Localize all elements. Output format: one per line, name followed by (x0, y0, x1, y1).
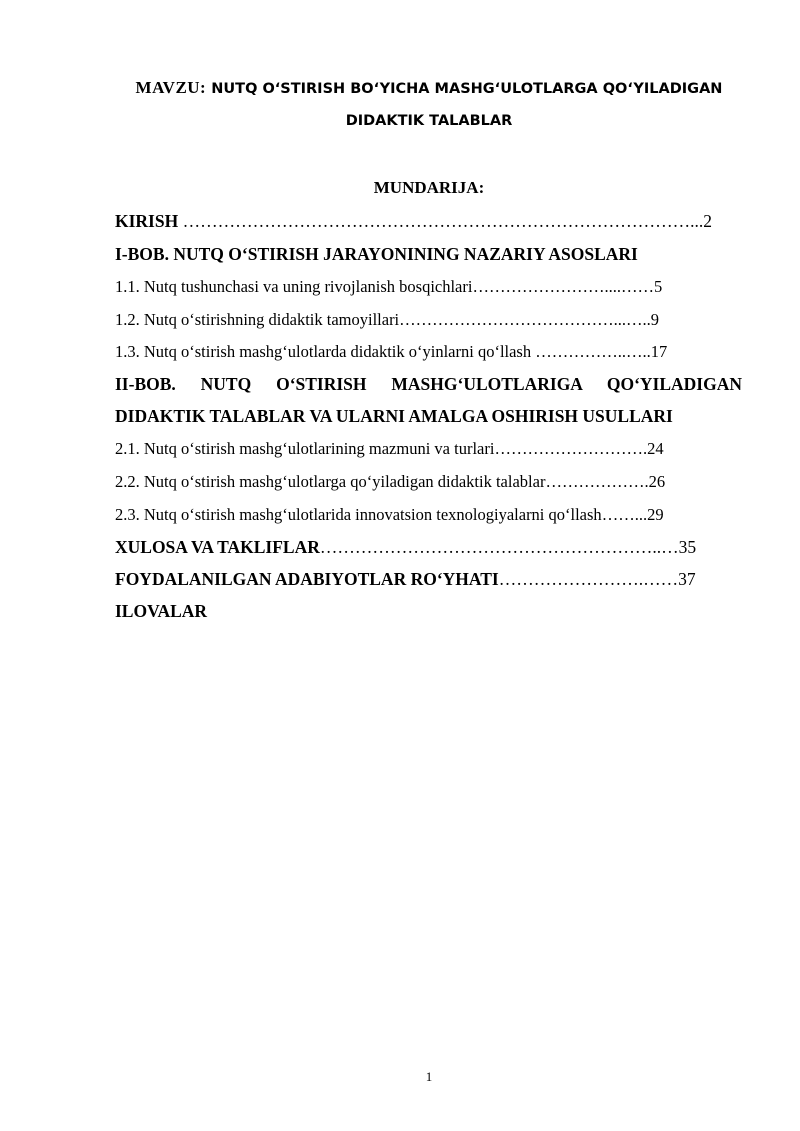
toc-leader-dots: ………………………. (494, 439, 648, 458)
toc-entry-references (115, 569, 742, 589)
document-title-line-1 (0, 78, 800, 98)
toc-page-number: 2 (703, 211, 712, 231)
toc-entry-label: 1.1. Nutq tushunchasi va uning rivojlanish bosqichlari (115, 277, 473, 296)
toc-page-number: 26 (648, 472, 666, 491)
title-prefix: MAVZU: (135, 78, 207, 97)
toc-leader-dots: …………………………………………………..… (319, 537, 679, 557)
toc-page-number: 9 (650, 310, 660, 329)
toc-chapter-2-line-1: II-BOB. NUTQ O‘STIRISH MASHG‘ULOTLARIGA QO‘YILADIGAN (115, 374, 742, 394)
toc-page-number: 29 (647, 505, 664, 524)
contents-heading: MUNDARIJA: (373, 178, 485, 197)
toc-page-number: 17 (650, 342, 668, 361)
toc-leader-dots: ……... (601, 505, 648, 524)
toc-entry-label: KIRISH (115, 211, 179, 231)
toc-page-number: 35 (678, 537, 697, 557)
toc-entry-1-3 (115, 342, 742, 362)
toc-entry-label: FOYDALANILGAN ADABIYOTLAR RO‘YHATI (115, 569, 499, 589)
toc-page-number: 37 (678, 569, 696, 589)
page-number: 1 (425, 1069, 433, 1084)
toc-entry-conclusion (115, 537, 742, 557)
toc-chapter-1: I-BOB. NUTQ O‘STIRISH JARAYONINING NAZARIY ASOSLARI (115, 244, 638, 264)
toc-leader-dots: ……………..….. (531, 342, 651, 361)
toc-entry-label: 2.2. Nutq o‘stirish mashg‘ulotlarga qo‘yiladigan didaktik talablar (115, 472, 546, 491)
toc-entry-label: 2.1. Nutq o‘stirish mashg‘ulotlarining mazmuni va turlari (115, 439, 495, 458)
toc-entry-label: 1.2. Nutq o‘stirishning didaktik tamoyillari (115, 310, 400, 329)
toc-entry-2-2 (115, 472, 742, 492)
toc-chapter-2-line-2: DIDAKTIK TALABLAR VA ULARNI AMALGA OSHIRISH USULLARI (115, 406, 673, 426)
toc-entry-1-2 (115, 310, 742, 330)
toc-page-number: 24 (647, 439, 664, 458)
document-title-line-2: DIDAKTIK TALABLAR (345, 113, 513, 129)
toc-entry-label: 1.3. Nutq o‘stirish mashg‘ulotlarda didaktik o‘yinlarni qo‘llash (115, 342, 532, 361)
toc-leader-dots: …………………….…… (498, 569, 679, 589)
toc-entry-appendix: ILOVALAR (115, 601, 208, 621)
toc-entry-label: 2.3. Nutq o‘stirish mashg‘ulotlarida innovatsion texnologiyalarni qo‘llash (115, 505, 602, 524)
toc-leader-dots: ………………. (545, 472, 649, 491)
toc-entry-1-1 (115, 277, 742, 297)
toc-entry-2-1 (115, 439, 742, 459)
toc-leader-dots: …………………………………...….. (399, 310, 651, 329)
toc-leader-dots: ……………………....…… (472, 277, 654, 296)
toc-entry-label: XULOSA VA TAKLIFLAR (115, 537, 320, 557)
title-text: NUTQ O‘STIRISH BO‘YICHA MASHG‘ULOTLARGA QO‘YILADIGAN (206, 81, 723, 97)
toc-entry-2-3 (115, 505, 742, 525)
toc-page-number: 5 (653, 277, 663, 296)
toc-leader-dots: ……………………………………………………………………………... (178, 211, 704, 231)
toc-entry-intro (115, 211, 742, 231)
